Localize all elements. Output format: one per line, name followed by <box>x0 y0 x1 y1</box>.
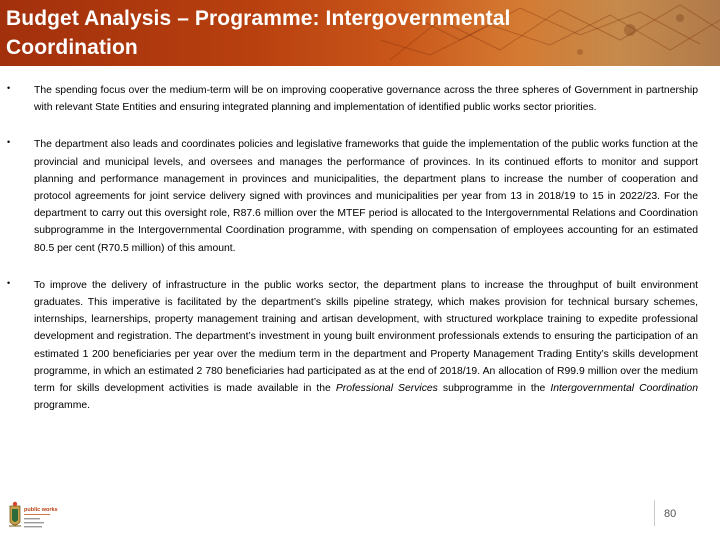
bullet-text: The spending focus over the medium-term will be on improving cooperative governance across the three spheres of Government in partnership with relevant State Entities and ensuring integrated planning and implementation of identified public works sector priorities. <box>34 85 698 114</box>
bullet-item <box>0 82 698 116</box>
bullet-text-part: programme. <box>34 400 91 412</box>
bullet-text: The department also leads and coordinates policies and legislative frameworks that guide the implementation of the public works function at the provincial and municipal levels, and oversees and manages the performance of provinces. In its continued efforts to monitor and support planning and performance management in provinces and municipalities, the department plans to increase the number of cooperation and protocol agreements for joint service delivery signed with provinces and municipalities per year from 13 in 2018/19 to 15 in 2022/23. For the department to carry out this oversight role, R87.6 million over the MTEF period is allocated to the Intergovernmental Relations and Coordination subprogramme in the Intergovernmental Coordination programme, with spending on compensation of employees accounting for an estimated 80.5 per cent (R70.5 million) of this amount. <box>34 139 698 254</box>
page-title-line-2: Coordination <box>6 36 138 59</box>
bullet-item <box>0 277 698 415</box>
bullet-item <box>0 136 698 256</box>
slide-header <box>0 0 720 66</box>
page-title <box>6 4 510 62</box>
public-works-logo <box>6 500 58 536</box>
bullet-marker: • <box>7 277 11 288</box>
coat-of-arms-icon <box>9 502 21 526</box>
subprogramme-name: Professional Services <box>335 383 438 395</box>
page-title-line-1: Budget Analysis – Programme: Intergovernmental <box>6 7 511 30</box>
bullet-text <box>34 277 698 415</box>
bullet-text-part: To improve the delivery of infrastructure in the public works sector, the department plans to increase the throughput of built environment graduates. This imperative is facilitated by the department’s skills pipeline strategy, which makes provision for technical bursary schemes, internships, learnerships, property management training and artisan development, with structured workplace training to expedite professional development and registration. The department’s investment in young built environment professionals extends to ensuring the participation of an estimated 1 200 beneficiaries per year over the medium term in the department and Property Management Trading Entity’s skills development programme, in which an estimated 2 780 beneficiaries had participated as at the end of 2018/19. An allocation of R99.9 million over the medium term for skills development activities is made available in the <box>34 279 698 395</box>
bullet-text-part: subprogramme in the <box>437 383 551 395</box>
bullet-list <box>0 82 720 434</box>
footer-divider <box>654 500 655 526</box>
logo-wordmark: public works <box>24 507 58 513</box>
bullet-marker: • <box>7 137 11 148</box>
programme-name: Intergovernmental Coordination <box>550 383 698 395</box>
bullet-marker: • <box>7 83 11 93</box>
page-number: 80 <box>664 508 677 520</box>
